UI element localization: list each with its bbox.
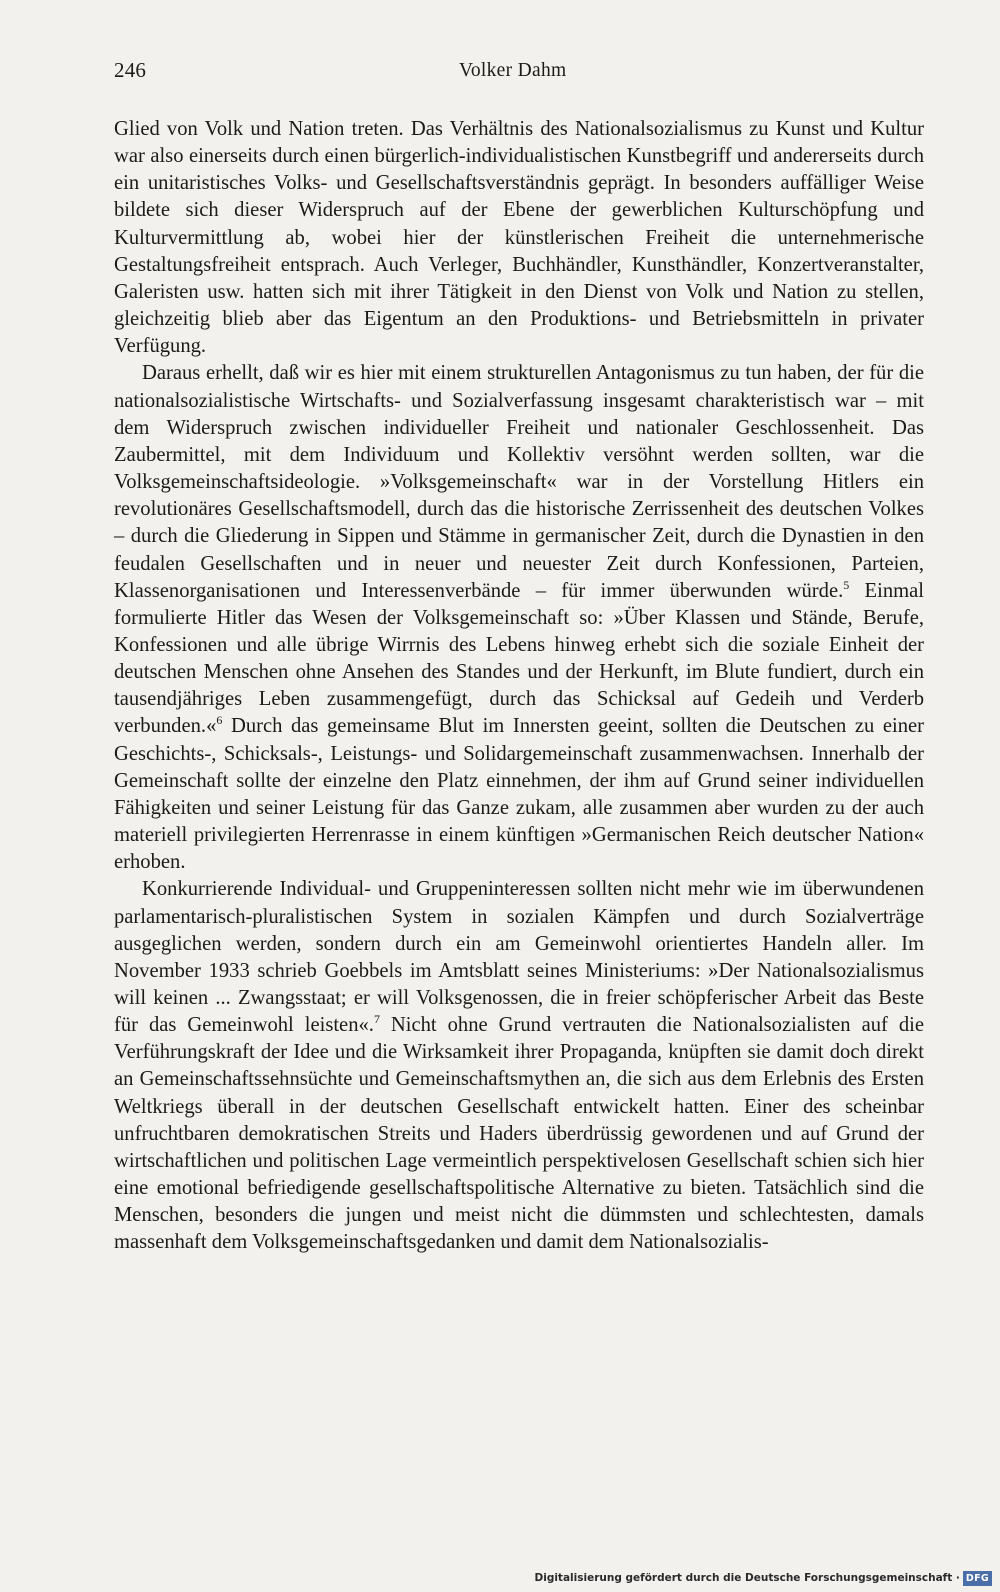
paragraph-2 bbox=[114, 360, 924, 876]
running-head: Volker Dahm bbox=[459, 60, 567, 81]
dfg-logo-icon: DFG bbox=[963, 1571, 992, 1586]
paragraph-1 bbox=[114, 116, 924, 360]
digitization-footer bbox=[535, 1569, 993, 1587]
page-header bbox=[114, 58, 924, 92]
paragraph-text: Nicht ohne Grund vertrauten die Nationalsozialisten auf die Verführungskraft der Idee und die Wirksamkeit ihrer Propaganda, knüpften sie damit doch direkt an Gemeinschaftssehnsüchte und Gemeinschaftsmythen an, die sich aus dem Erlebnis des Ersten Weltkriegs überall in der deutschen Gesellschaft entwickelt hatten. Einer des scheinbar unfruchtbaren demokratischen Streits und Haders überdrüssig gewordenen und auf Grund der wirtschaftlichen und politischen Lage vermeintlich perspektivelosen Gesellschaft schien sich hier eine emotional befriedigende gesellschaftspolitische Alternative zu bieten. Tatsächlich sind die Menschen, besonders die jungen und meist nicht die dümmsten und schlechtesten, damals massenhaft dem Volksgemeinschaftsgedanken und damit dem Nationalsozialis- bbox=[114, 1014, 924, 1254]
footnote-ref-6[interactable]: 6 bbox=[216, 713, 223, 728]
body-text bbox=[114, 116, 924, 1257]
paragraph-text: Glied von Volk und Nation treten. Das Verhältnis des Nationalsozialismus zu Kunst und Kultur war also einerseits durch einen bürgerlich-individualistischen Kunstbegriff und andererseits durch ein unitaristisches Volks- und Gesellschaftsverständnis geprägt. In besonders auffälliger Weise bildete sich dieser Widerspruch auf der Ebene der gewerblichen Kulturschöpfung und Kulturvermittlung ab, wobei hier der künstlerischen Freiheit die unternehmerische Gestaltungsfreiheit entsprach. Auch Verleger, Buchhändler, Kunsthändler, Konzertveranstalter, Galeristen usw. hatten sich mit ihrer Tätigkeit in den Dienst von Volk und Nation zu stellen, gleichzeitig blieb aber das Eigentum an den Produktions- und Betriebsmitteln in privater Verfügung. bbox=[114, 118, 924, 358]
paragraph-text: Konkurrierende Individual- und Gruppeninteressen sollten nicht mehr wie im überwundenen parlamentarisch-pluralistischen System in sozialen Kämpfen und durch Sozialverträge ausgeglichen werden, sondern durch ein am Gemeinwohl orientiertes Handeln aller. Im November 1933 schrieb Goebbels im Amtsblatt seines Ministeriums: »Der Nationalsozialismus will keinen ... Zwangsstaat; er will Volksgenossen, die in freier schöpferischer Arbeit das Beste für das Gemeinwohl leisten«. bbox=[114, 878, 924, 1037]
paragraph-text: Daraus erhellt, daß wir es hier mit einem strukturellen Antagonismus zu tun haben, der für die nationalsozialistische Wirtschafts- und Sozialverfassung insgesamt charakteristisch war – mit dem Widerspruch zwischen individueller Freiheit und nationaler Geschlossenheit. Das Zaubermittel, mit dem Individuum und Kollektiv versöhnt werden sollten, war die Volksgemeinschaftsideologie. »Volksgemeinschaft« war in der Vorstellung Hitlers ein revolutionäres Gesellschaftsmodell, durch das die historische Zerrissenheit des deutschen Volkes – durch die Gliederung in Sippen und Stämme in germanischer Zeit, durch die Dynastien in den feudalen Gesellschaften und in neuer und neuester Zeit durch Konfessionen, Parteien, Klassenorganisationen und Interessenverbände – für immer überwunden würde. bbox=[114, 362, 924, 602]
paragraph-3 bbox=[114, 876, 924, 1256]
footnote-ref-7[interactable]: 7 bbox=[373, 1012, 380, 1027]
footnote-ref-5[interactable]: 5 bbox=[843, 577, 850, 592]
page-number: 246 bbox=[114, 58, 147, 82]
footer-text: Digitalisierung gefördert durch die Deutsche Forschungsgemeinschaft · bbox=[534, 1572, 960, 1584]
paragraph-text: Einmal formulierte Hitler das Wesen der Volksgemeinschaft so: »Über Klassen und Stände, Berufe, Konfessionen und alle übrige Wirrnis des Lebens hinweg erhebt sich die soziale Einheit der deutschen Menschen ohne Ansehen des Standes und der Herkunft, im Blute fundiert, durch ein tausendjähriges Leben zusammengefügt, durch das Schicksal auf Gedeih und Verderb verbunden.« bbox=[114, 579, 924, 738]
paragraph-text: Durch das gemeinsame Blut im Innersten geeint, sollten die Deutschen zu einer Geschichts-, Schicksals-, Leistungs- und Solidargemeinschaft zusammenwachsen. Innerhalb der Gemeinschaft sollte der einzelne den Platz einnehmen, der ihm auf Grund seiner individuellen Fähigkeiten und seiner Leistung für das Ganze zukam, alle zusammen aber wurden zu der auch materiell privilegierten Herrenrasse in einem künftigen »Germanischen Reich deutscher Nation« erhoben. bbox=[114, 715, 924, 874]
